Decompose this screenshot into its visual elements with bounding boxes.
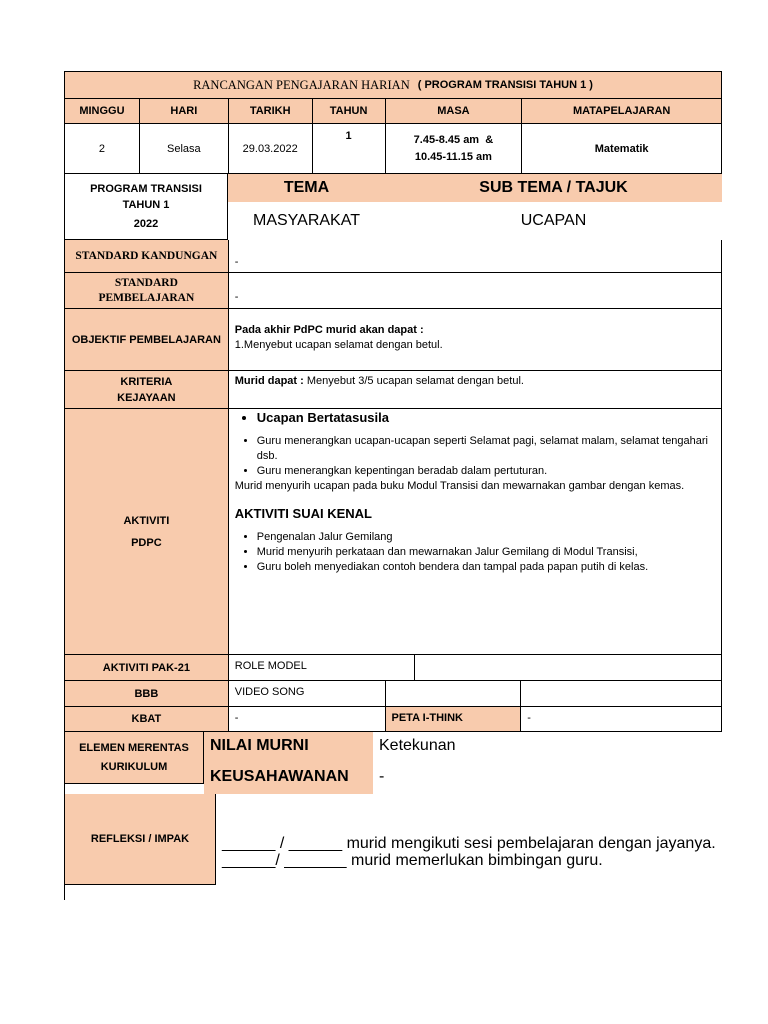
standard-pembelajaran-value: - xyxy=(229,273,722,309)
kriteria-bold: Murid dapat : xyxy=(234,375,304,387)
keusahawanan-label: KEUSAHAWANAN xyxy=(204,763,373,794)
elemen-line-1: ELEMEN MERENTAS xyxy=(79,741,189,754)
standard-kandungan-label: STANDARD KANDUNGAN xyxy=(65,240,229,273)
refleksi-empty xyxy=(216,794,710,820)
value-matapelajaran: Matematik xyxy=(522,124,722,174)
program-line-3: 2022 xyxy=(133,218,159,230)
aktiviti-label xyxy=(65,409,229,655)
value-minggu: 2 xyxy=(65,124,140,174)
subtema-value: UCAPAN xyxy=(520,212,587,229)
header-hari: HARI xyxy=(140,99,229,124)
refleksi-label: REFLEKSI / IMPAK xyxy=(65,794,216,885)
header-masa: MASA xyxy=(386,99,523,124)
aktiviti-bullet-5: • Guru boleh menyediakan contoh bendera dan tampal pada papan putih di kelas. xyxy=(257,560,715,575)
kbat-value: - xyxy=(229,707,386,732)
refleksi-content xyxy=(216,820,722,900)
pak21-empty xyxy=(415,655,722,681)
header-tarikh: TARIKH xyxy=(229,99,313,124)
aktiviti-content xyxy=(229,409,722,655)
peta-ithink-label: PETA I-THINK xyxy=(386,707,522,732)
objektif-value xyxy=(229,309,722,371)
aktiviti-bullet-3: • Pengenalan Jalur Gemilang xyxy=(257,530,715,545)
title-cell xyxy=(65,72,722,99)
lesson-plan-table xyxy=(64,71,722,900)
program-label xyxy=(65,174,228,240)
aktiviti-line-1: AKTIVITI xyxy=(123,514,170,527)
aktiviti-heading-2: AKTIVITI SUAI KENAL xyxy=(234,506,372,521)
elemen-line-2: KURIKULUM xyxy=(100,760,168,773)
aktiviti-bullet-4: • Murid menyurih perkataan dan mewarnakan Jalur Gemilang di Modul Transisi, xyxy=(257,545,715,560)
aktiviti-paragraph: Murid menyurih ucapan pada buku Modul Transisi dan mewarnakan gambar dengan kemas. xyxy=(234,480,685,492)
value-tahun: 1 xyxy=(313,124,386,174)
bbb-empty-1 xyxy=(386,681,522,707)
value-hari: Selasa xyxy=(140,124,229,174)
header-matapelajaran: MATAPELAJARAN xyxy=(522,99,722,124)
pak21-label: AKTIVITI PAK-21 xyxy=(65,655,229,681)
aktiviti-heading-1: • Ucapan Bertatasusila xyxy=(257,410,715,425)
kbat-label: KBAT xyxy=(65,707,229,732)
subtema-label: SUB TEMA / TAJUK xyxy=(385,174,722,202)
masa-line-2: 10.45-11.15 am xyxy=(414,150,492,163)
standard-pembelajaran-line-2: PEMBELAJARAN xyxy=(98,291,195,304)
title-main: RANCANGAN PENGAJARAN HARIAN xyxy=(193,77,410,92)
header-minggu: MINGGU xyxy=(65,99,140,124)
standard-pembelajaran-line-1: STANDARD xyxy=(114,276,178,289)
kriteria-line-2: KEJAYAAN xyxy=(117,391,176,404)
objektif-line-2: 1.Menyebut ucapan selamat dengan betul. xyxy=(234,339,443,351)
bbb-value: VIDEO SONG xyxy=(229,681,386,707)
standard-kandungan-value: - xyxy=(229,240,722,273)
program-line-2: TAHUN 1 xyxy=(122,199,170,211)
value-masa xyxy=(386,124,523,174)
standard-pembelajaran-label xyxy=(65,273,229,309)
bbb-empty-2 xyxy=(521,681,722,707)
aktiviti-line-2: PDPC xyxy=(131,536,162,549)
title-sub: ( PROGRAM TRANSISI TAHUN 1 ) xyxy=(417,79,593,91)
program-line-1: PROGRAM TRANSISI xyxy=(90,183,202,195)
kriteria-value xyxy=(229,371,722,409)
nilai-murni-value: Ketekunan xyxy=(379,737,456,754)
keusahawanan-value: - xyxy=(379,768,385,785)
kriteria-line-1: KRITERIA xyxy=(120,375,173,388)
aktiviti-bullet-1: • Guru menerangkan ucapan-ucapan seperti Selamat pagi, selamat malam, selamat tengahari dsb. xyxy=(257,434,715,464)
elemen-label xyxy=(65,732,204,784)
tema-value: MASYARAKAT xyxy=(253,212,360,229)
objektif-label: OBJEKTIF PEMBELAJARAN xyxy=(65,309,229,371)
tema-label: TEMA xyxy=(228,174,385,202)
kriteria-text: Menyebut 3/5 ucapan selamat dengan betul. xyxy=(303,375,524,387)
kriteria-label xyxy=(65,371,229,409)
refleksi-line-1: ______ / ______ murid mengikuti sesi pembelajaran dengan jayanya. xyxy=(222,835,716,852)
value-tarikh: 29.03.2022 xyxy=(229,124,313,174)
pak21-value: ROLE MODEL xyxy=(229,655,416,681)
peta-ithink-value: - xyxy=(521,707,722,732)
refleksi-line-2: ______/ _______ murid memerlukan bimbingan guru. xyxy=(222,852,603,869)
masa-line-1: 7.45-8.45 am & xyxy=(413,133,494,146)
aktiviti-bullet-2: • Guru menerangkan kepentingan beradab dalam pertuturan. xyxy=(257,464,715,479)
objektif-line-1: Pada akhir PdPC murid akan dapat : xyxy=(234,324,424,336)
bbb-label: BBB xyxy=(65,681,229,707)
nilai-murni-label: NILAI MURNI xyxy=(204,732,373,763)
header-tahun: TAHUN xyxy=(313,99,386,124)
